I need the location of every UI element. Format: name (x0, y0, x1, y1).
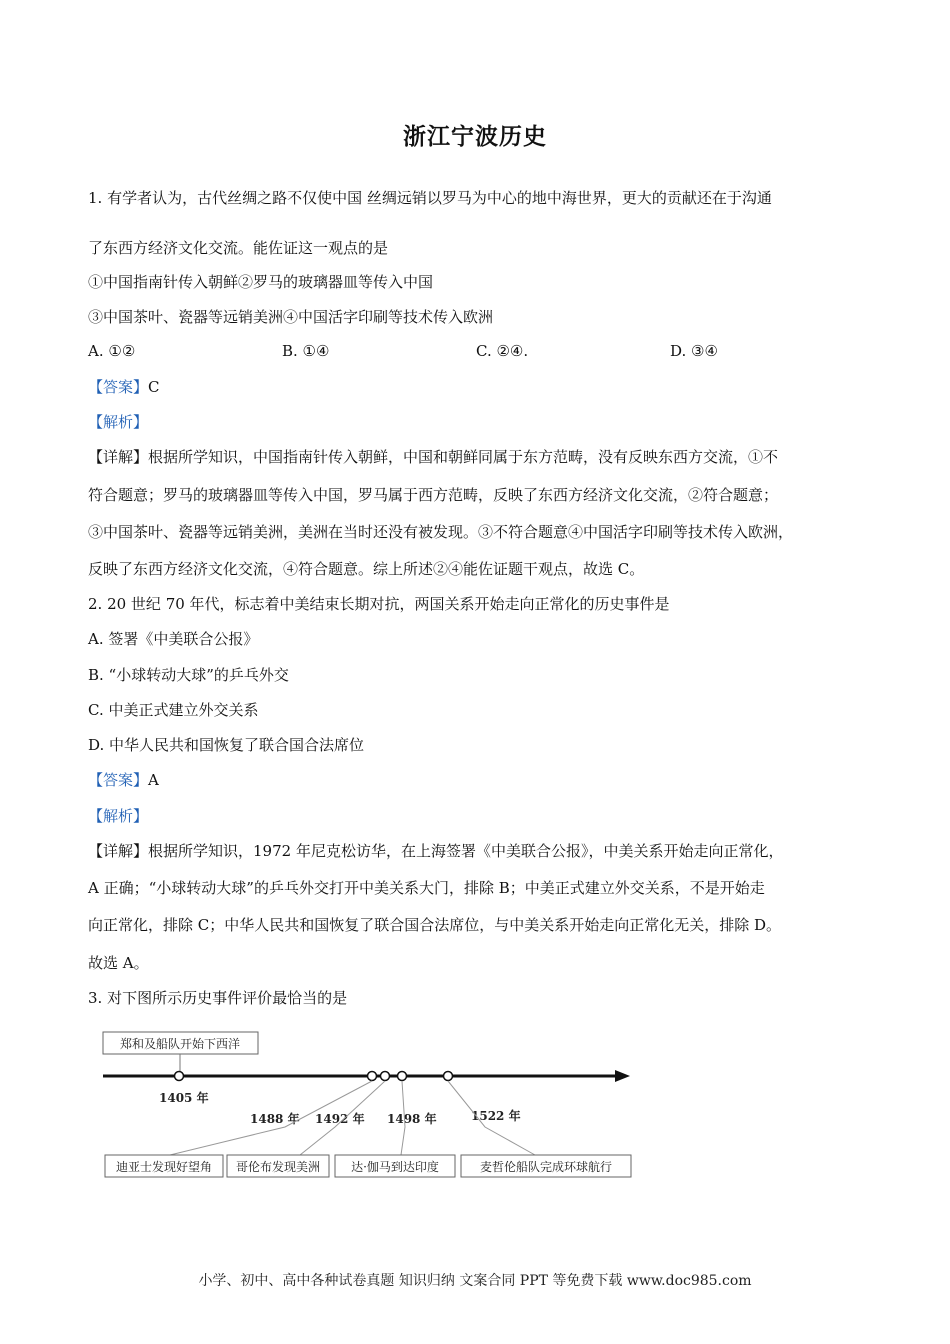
q1-detail-line4: 反映了东西方经济文化交流，④符合题意。综上所述②④能佐证题干观点，故选 C。 (88, 560, 645, 578)
year-label-1498: 1498 年 (387, 1112, 437, 1126)
q2-option-b: B. “小球转动大球”的乒乓外交 (88, 666, 289, 684)
q2-stem: 2. 20 世纪 70 年代，标志着中美结束长期对抗，两国关系开始走向正常化的历史事件是 (88, 595, 670, 613)
q2-detail-line3: 向正常化，排除 C；中华人民共和国恢复了联合国合法席位，与中美关系开始走向正常化无关，排除 D。 (88, 916, 782, 934)
q1-detail-line3: ③中国茶叶、瓷器等远销美洲，美洲在当时还没有被发现。③不符合题意④中国活字印刷等技术传入欧洲， (88, 523, 794, 541)
timeline-top-box-label: 郑和及船队开始下西洋 (119, 1037, 241, 1051)
year-label-1492: 1492 年 (315, 1112, 365, 1126)
q1-option-b: B. ①④ (282, 342, 330, 360)
timeline-figure (95, 1030, 640, 1185)
q1-stem-line1: 1. 有学者认为，古代丝绸之路不仅使中国 丝绸远销以罗马为中心的地中海世界，更大的贡献还在于沟通 (88, 189, 772, 207)
year-label-1522: 1522 年 (471, 1109, 521, 1123)
answer-tag: 【答案】 (88, 378, 149, 396)
answer-value: A (148, 771, 159, 789)
analysis-tag: 【解析】 (88, 807, 149, 825)
page-title: 浙江宁波历史 (403, 123, 547, 150)
detail-text: 根据所学知识，中国指南针传入朝鲜，中国和朝鲜同属于东方范畴，没有反映东西方交流，①不 (148, 448, 779, 466)
event-label-magellan: 麦哲伦船队完成环球航行 (479, 1160, 613, 1174)
event-label-dias: 迪亚士发现好望角 (115, 1160, 213, 1174)
timeline-point-1522 (444, 1072, 453, 1081)
analysis-tag: 【解析】 (88, 413, 149, 431)
q2-option-a: A. 签署《中美联合公报》 (88, 630, 259, 648)
q3-stem: 3. 对下图所示历史事件评价最恰当的是 (88, 989, 348, 1007)
q2-detail-line1 (88, 841, 783, 861)
q1-analysis (88, 412, 148, 432)
q1-item-line2: ③中国茶叶、瓷器等远销美洲④中国活字印刷等技术传入欧洲 (88, 308, 494, 326)
q2-detail-line2: A 正确；“小球转动大球”的乒乓外交打开中美关系大门，排除 B；中美正式建立外交关系，不是开始走 (88, 879, 765, 897)
timeline-point-1498 (398, 1072, 407, 1081)
q2-option-c: C. 中美正式建立外交关系 (88, 701, 259, 719)
q1-option-d: D. ③④ (670, 342, 718, 360)
q2-answer (88, 770, 159, 790)
event-label-columbus: 哥伦布发现美洲 (235, 1160, 321, 1174)
detail-text: 根据所学知识，1972 年尼克松访华，在上海签署《中美联合公报》，中美关系开始走向正常化， (148, 842, 784, 860)
q1-detail-line1 (88, 447, 778, 467)
year-label-1488: 1488 年 (250, 1112, 300, 1126)
q2-detail-line4: 故选 A。 (88, 954, 149, 972)
q1-stem-line2: 了东西方经济文化交流。能佐证这一观点的是 (88, 239, 389, 257)
answer-tag: 【答案】 (88, 771, 149, 789)
q1-detail-line2: 符合题意；罗马的玻璃器皿等传入中国，罗马属于西方范畴，反映了东西方经济文化交流，②符合题意； (88, 486, 779, 504)
event-label-gama: 达·伽马到达印度 (351, 1160, 439, 1174)
timeline-point-1488 (368, 1072, 377, 1081)
detail-tag: 【详解】 (88, 448, 149, 466)
q2-analysis (88, 806, 148, 826)
q2-option-d: D. 中华人民共和国恢复了联合国合法席位 (88, 736, 365, 754)
timeline-point-1405 (175, 1072, 184, 1081)
year-label-1405: 1405 年 (159, 1091, 209, 1105)
answer-value: C (148, 378, 160, 396)
timeline-point-1492 (381, 1072, 390, 1081)
q1-item-line1: ①中国指南针传入朝鲜②罗马的玻璃器皿等传入中国 (88, 273, 434, 291)
detail-tag: 【详解】 (88, 842, 149, 860)
q1-answer (88, 377, 160, 397)
q1-option-a: A. ①② (88, 342, 136, 360)
page-footer: 小学、初中、高中各种试卷真题 知识归纳 文案合同 PPT 等免费下载 www.doc985.com (198, 1273, 752, 1289)
timeline-arrow (615, 1070, 630, 1082)
q1-option-c: C. ②④. (476, 342, 529, 360)
